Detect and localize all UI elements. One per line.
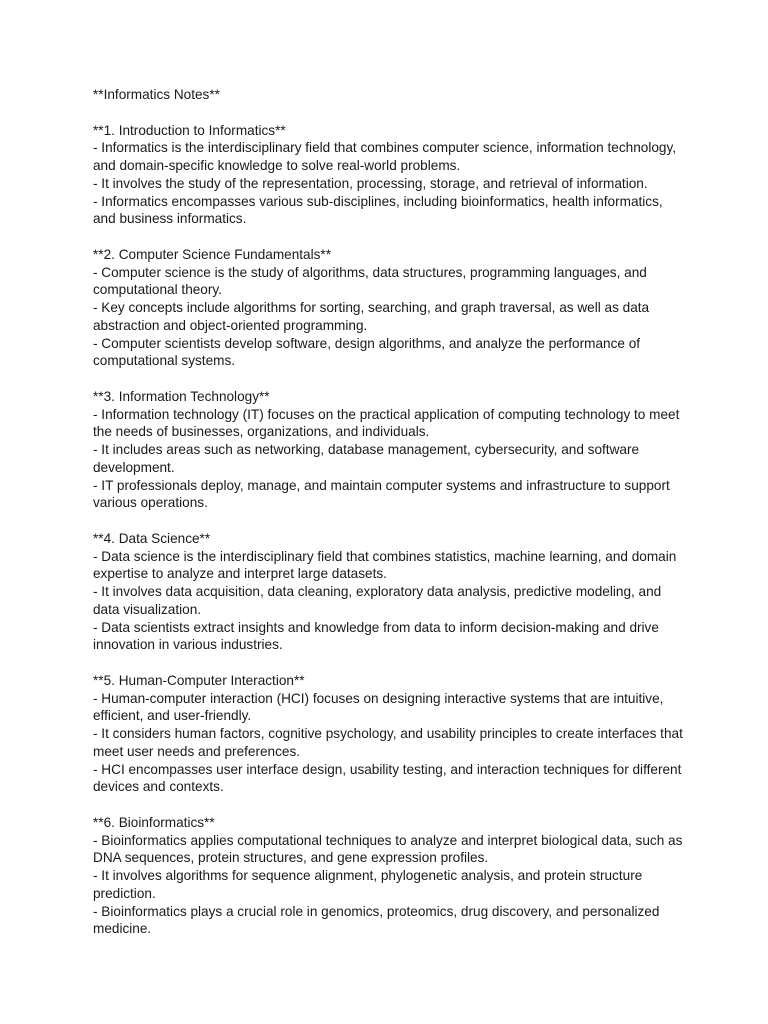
section-computer-science <box>93 246 683 370</box>
document-page <box>93 86 683 938</box>
bullet-line: - Computer scientists develop software, design algorithms, and analyze the performance of computational systems. <box>93 335 641 369</box>
bullet-line: - HCI encompasses user interface design, usability testing, and interaction techniques for different devices and contexts. <box>93 761 682 795</box>
bullet-line: - Informatics is the interdisciplinary field that combines computer science, information technology, and domain-specific knowledge to solve real-world problems. <box>93 140 677 173</box>
bullet-line: - Data scientists extract insights and knowledge from data to inform decision-making and drive innovation in various industries. <box>93 619 659 653</box>
bullet-line: - It includes areas such as networking, database management, cybersecurity, and software development. <box>93 442 640 475</box>
bullet-line: - Bioinformatics applies computational techniques to analyze and interpret biological data, such as DNA sequences, protein structures, and gene expression profiles. <box>93 832 683 866</box>
bullet-line: - Data science is the interdisciplinary field that combines statistics, machine learning, and domain expertise to analyze and interpret large datasets. <box>93 548 677 582</box>
bullet-line: - It involves the study of the representation, processing, storage, and retrieval of information. <box>93 175 648 191</box>
bullet-line: - It considers human factors, cognitive psychology, and usability principles to create interfaces that meet user needs and preferences. <box>93 726 683 759</box>
section-information-technology <box>93 388 683 512</box>
section-heading: **4. Data Science** <box>93 530 211 546</box>
section-data-science <box>93 530 683 654</box>
section-heading: **3. Information Technology** <box>93 388 270 404</box>
bullet-line: - Bioinformatics plays a crucial role in genomics, proteomics, drug discovery, and personalized medicine. <box>93 903 660 937</box>
bullet-line: - IT professionals deploy, manage, and maintain computer systems and infrastructure to support various operations. <box>93 477 670 511</box>
bullet-line: - Information technology (IT) focuses on the practical application of computing technology to meet the needs of businesses, organizations, and individuals. <box>93 406 680 440</box>
bullet-line: - Computer science is the study of algorithms, data structures, programming languages, and computational theory. <box>93 264 647 298</box>
bullet-line: - It involves data acquisition, data cleaning, exploratory data analysis, predictive modeling, and data visualization. <box>93 584 662 617</box>
section-introduction <box>93 122 683 229</box>
section-bioinformatics <box>93 814 683 938</box>
bullet-line: - It involves algorithms for sequence alignment, phylogenetic analysis, and protein structure prediction. <box>93 868 643 901</box>
bullet-line: - Key concepts include algorithms for sorting, searching, and graph traversal, as well as data abstraction and object-oriented programming. <box>93 300 650 333</box>
section-heading: **6. Bioinformatics** <box>93 814 215 830</box>
bullet-line: - Human-computer interaction (HCI) focuses on designing interactive systems that are intuitive, efficient, and user-friendly. <box>93 690 664 724</box>
section-heading: **5. Human-Computer Interaction** <box>93 672 305 688</box>
section-heading: **2. Computer Science Fundamentals** <box>93 246 332 262</box>
document-title: **Informatics Notes** <box>93 87 220 102</box>
section-hci <box>93 672 683 796</box>
section-heading: **1. Introduction to Informatics** <box>93 122 286 138</box>
bullet-line: - Informatics encompasses various sub-disciplines, including bioinformatics, health informatics, and business informatics. <box>93 193 663 227</box>
